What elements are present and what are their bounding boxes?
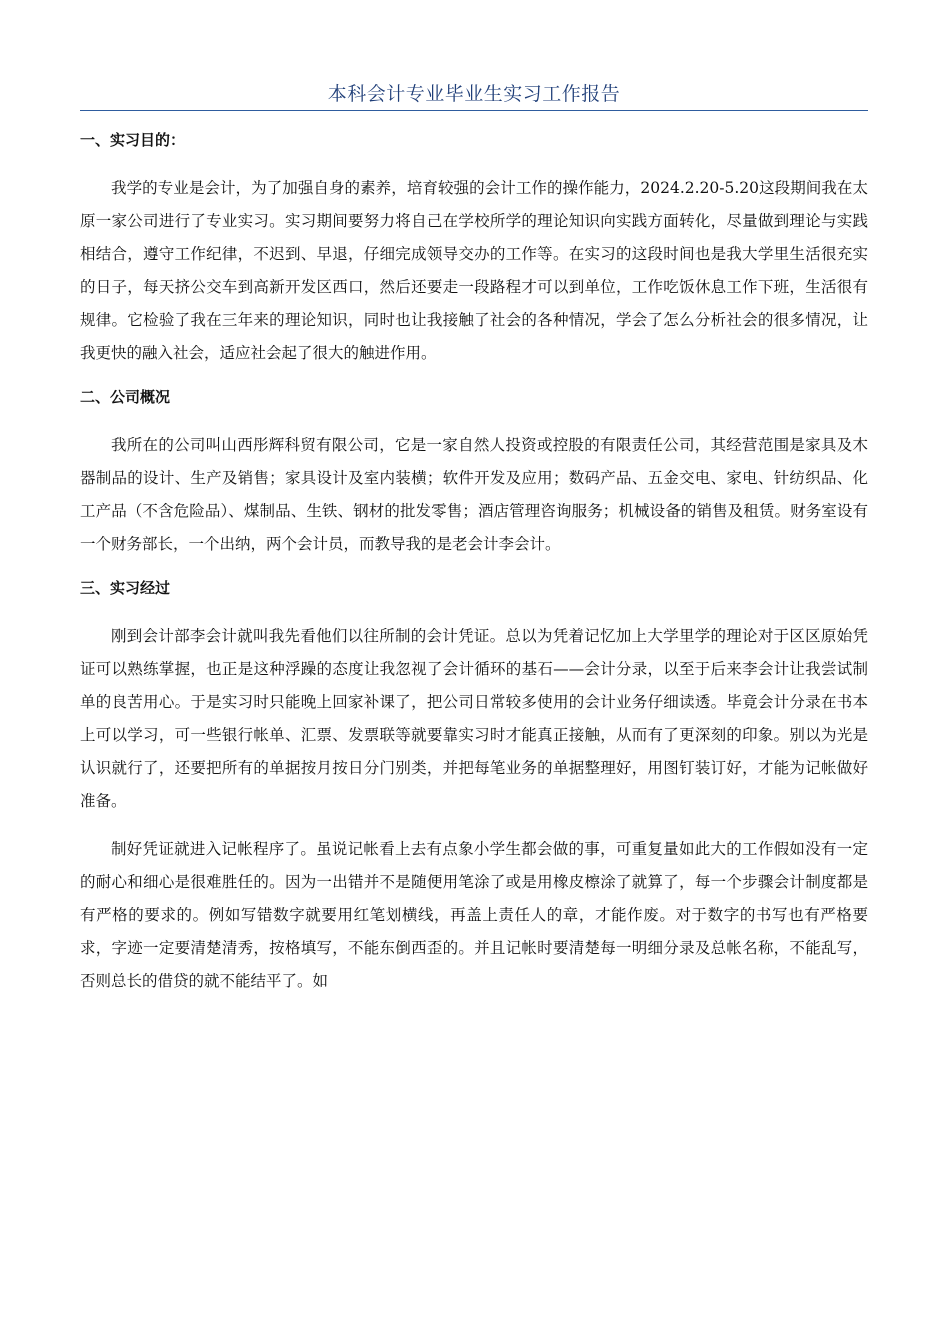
- document-body: [80, 124, 868, 1013]
- paragraph: 刚到会计部李会计就叫我先看他们以往所制的会计凭证。总以为凭着记忆加上大学里学的理论对于区区原始凭证可以熟练掌握，也正是这种浮躁的态度让我忽视了会计循环的基石——会计分录，以至于后来李会计让我尝试制单的良苦用心。于是实习时只能晚上回家补课了，把公司日常较多使用的会计业务仔细读透。毕竟会计分录在书本上可以学习，可一些银行帐单、汇票、发票联等就要靠实习时才能真正接触，从而有了更深刻的印象。别以为光是认识就行了，还要把所有的单据按月按日分门别类，并把每笔业务的单据整理好，用图钉装订好，才能为记帐做好准备。: [80, 627, 868, 810]
- section-heading: 二、公司概况: [80, 388, 171, 406]
- section-company-overview: [80, 385, 868, 561]
- document-header: [80, 78, 868, 111]
- document-title: 本科会计专业毕业生实习工作报告: [327, 83, 621, 105]
- paragraph: 制好凭证就进入记帐程序了。虽说记帐看上去有点象小学生都会做的事，可重复量如此大的工作假如没有一定的耐心和细心是很难胜任的。因为一出错并不是随便用笔涂了或是用橡皮檫涂了就算了，每一个步骤会计制度都是有严格的要求的。例如写错数字就要用红笔划横线，再盖上责任人的章，才能作废。对于数字的书写也有严格要求，字迹一定要清楚清秀，按格填写，不能东倒西歪的。并且记帐时要清楚每一明细分录及总帐名称，不能乱写，否则总长的借贷的就不能结平了。如: [80, 840, 868, 990]
- section-heading: 一、实习目的：: [80, 131, 186, 149]
- paragraph: 我所在的公司叫山西彤辉科贸有限公司，它是一家自然人投资或控股的有限责任公司，其经营范围是家具及木器制品的设计、生产及销售；家具设计及室内装横；软件开发及应用；数码产品、五金交电、家电、针纺织品、化工产品（不含危险品）、煤制品、生铁、钢材的批发零售；酒店管理咨询服务；机械设备的销售及租赁。财务室设有一个财务部长，一个出纳，两个会计员，而教导我的是老会计李会计。: [80, 436, 868, 553]
- section-internship-purpose: [80, 128, 868, 370]
- section-heading: 三、实习经过: [80, 579, 171, 597]
- paragraph: 我学的专业是会计，为了加强自身的素养，培育较强的会计工作的操作能力，2024.2.20-5.20这段期间我在太原一家公司进行了专业实习。实习期间要努力将自己在学校所学的理论知识向实践方面转化，尽量做到理论与实践相结合，遵守工作纪律，不迟到、早退，仔细完成领导交办的工作等。在实习的这段时间也是我大学里生活很充实的日子，每天挤公交车到高新开发区西口，然后还要走一段路程才可以到单位，工作吃饭休息工作下班，生活很有规律。它检验了我在三年来的理论知识，同时也让我接触了社会的各种情况，学会了怎么分析社会的很多情况，让我更快的融入社会，适应社会起了很大的触进作用。: [80, 179, 868, 362]
- section-internship-process: [80, 576, 868, 998]
